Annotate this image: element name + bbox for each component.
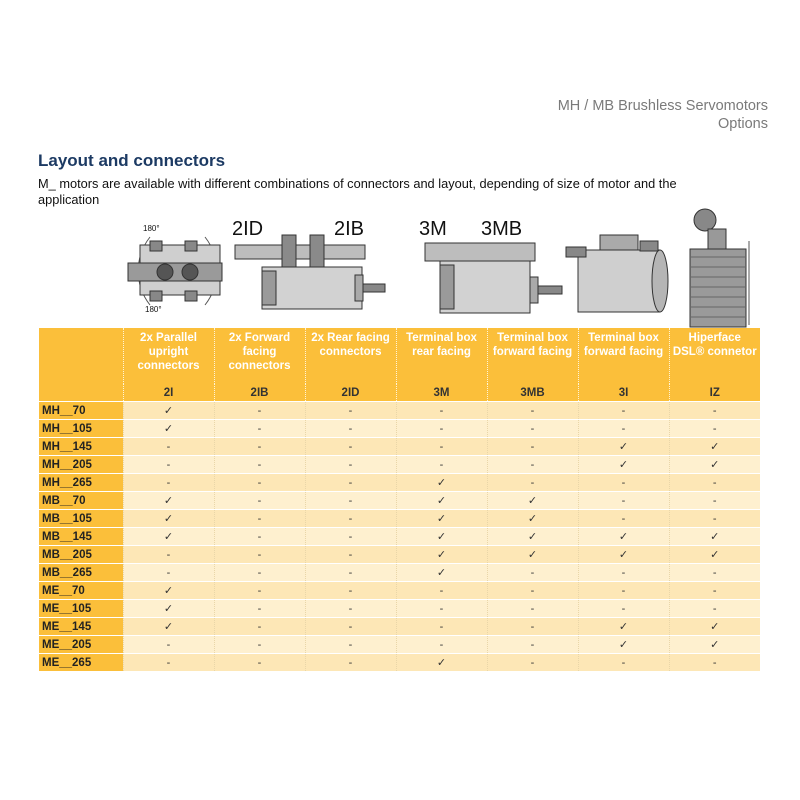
option-cell: - <box>305 528 396 546</box>
model-cell: MH__205 <box>39 456 123 474</box>
section-intro: M_ motors are available with different combinations of connectors and layout, depending of size of motor and the application <box>38 176 677 207</box>
col-code-2i: 2I <box>123 384 214 402</box>
model-cell: MB__205 <box>39 546 123 564</box>
label-2ib: 2IB <box>334 218 365 240</box>
option-cell: - <box>214 600 305 618</box>
option-cell: - <box>214 438 305 456</box>
option-cell: - <box>214 618 305 636</box>
option-cell: - <box>396 636 487 654</box>
table-row <box>39 474 760 492</box>
option-cell: - <box>214 546 305 564</box>
motor-drawings <box>0 205 800 330</box>
model-cell: MH__265 <box>39 474 123 492</box>
option-cell: ✓ <box>396 564 487 582</box>
option-cell: ✓ <box>123 600 214 618</box>
option-cell: - <box>123 636 214 654</box>
option-cell: - <box>396 618 487 636</box>
option-cell: - <box>487 402 578 420</box>
option-cell: - <box>487 420 578 438</box>
option-cell: ✓ <box>123 528 214 546</box>
option-cell: - <box>123 438 214 456</box>
option-cell: ✓ <box>396 546 487 564</box>
table-row <box>39 618 760 636</box>
option-cell: - <box>305 654 396 672</box>
option-cell: ✓ <box>487 510 578 528</box>
motor-illustrations <box>0 205 800 330</box>
option-cell: ✓ <box>578 438 669 456</box>
col-title-2ib: 2x Forward facing connectors <box>214 328 305 384</box>
model-cell: ME__265 <box>39 654 123 672</box>
table-row <box>39 636 760 654</box>
option-cell: - <box>305 474 396 492</box>
option-cell: ✓ <box>123 510 214 528</box>
option-cell: ✓ <box>123 420 214 438</box>
option-cell: ✓ <box>669 528 760 546</box>
option-cell: - <box>214 582 305 600</box>
option-cell: - <box>214 510 305 528</box>
option-cell: - <box>396 600 487 618</box>
option-cell: - <box>578 564 669 582</box>
table-row <box>39 582 760 600</box>
option-cell: ✓ <box>669 546 760 564</box>
angle-label-top: 180° <box>143 224 160 233</box>
model-cell: ME__205 <box>39 636 123 654</box>
table-row <box>39 438 760 456</box>
option-cell: - <box>487 654 578 672</box>
option-cell: - <box>578 402 669 420</box>
col-code-3m: 3M <box>396 384 487 402</box>
option-cell: - <box>123 564 214 582</box>
table-row <box>39 420 760 438</box>
motor-2i-drawing <box>128 237 222 305</box>
option-cell: ✓ <box>396 492 487 510</box>
label-2id: 2ID <box>232 218 264 240</box>
motor-3i-drawing <box>566 235 668 312</box>
option-cell: - <box>396 438 487 456</box>
option-cell: ✓ <box>578 618 669 636</box>
option-cell: - <box>396 402 487 420</box>
table-row <box>39 600 760 618</box>
option-cell: - <box>487 618 578 636</box>
option-cell: - <box>396 582 487 600</box>
option-cell: - <box>669 582 760 600</box>
table-row <box>39 564 760 582</box>
label-3m: 3M <box>419 218 447 240</box>
table-row <box>39 510 760 528</box>
option-cell: - <box>214 528 305 546</box>
option-cell: ✓ <box>669 438 760 456</box>
option-cell: - <box>123 546 214 564</box>
label-3mb: 3MB <box>481 218 523 240</box>
option-cell: ✓ <box>669 456 760 474</box>
option-cell: - <box>123 654 214 672</box>
option-cell: - <box>578 510 669 528</box>
option-cell: ✓ <box>396 474 487 492</box>
model-cell: MB__70 <box>39 492 123 510</box>
option-cell: - <box>669 564 760 582</box>
col-code-iz: IZ <box>669 384 760 402</box>
header-subtitle: Options <box>718 116 768 132</box>
model-cell: MB__265 <box>39 564 123 582</box>
motor-iz-drawing <box>690 209 749 327</box>
option-cell: - <box>578 582 669 600</box>
model-cell: MH__70 <box>39 402 123 420</box>
option-cell: - <box>305 618 396 636</box>
option-cell: ✓ <box>578 636 669 654</box>
option-cell: ✓ <box>487 528 578 546</box>
option-cell: - <box>305 492 396 510</box>
option-cell: - <box>305 564 396 582</box>
option-cell: - <box>305 438 396 456</box>
document-header <box>558 97 768 133</box>
option-cell: - <box>214 474 305 492</box>
option-cell: - <box>305 546 396 564</box>
option-cell: - <box>487 438 578 456</box>
model-cell: MB__145 <box>39 528 123 546</box>
options-table <box>39 328 760 671</box>
option-cell: - <box>214 456 305 474</box>
option-cell: ✓ <box>487 546 578 564</box>
option-cell: - <box>123 474 214 492</box>
col-title-3mb: Terminal box forward facing <box>487 328 578 384</box>
section-title: Layout and connectors <box>38 151 226 170</box>
table-body <box>39 402 760 672</box>
option-cell: ✓ <box>578 528 669 546</box>
option-cell: - <box>578 654 669 672</box>
col-code-2id: 2ID <box>305 384 396 402</box>
motor-3m-3mb-drawing <box>425 243 562 313</box>
table-row <box>39 456 760 474</box>
option-cell: - <box>305 510 396 528</box>
table-row <box>39 402 760 420</box>
model-cell: ME__70 <box>39 582 123 600</box>
col-code-3i: 3I <box>578 384 669 402</box>
option-cell: ✓ <box>578 546 669 564</box>
option-cell: - <box>396 420 487 438</box>
option-cell: - <box>578 474 669 492</box>
option-cell: ✓ <box>396 654 487 672</box>
option-cell: - <box>305 582 396 600</box>
option-cell: - <box>669 654 760 672</box>
motor-2id-2ib-drawing <box>235 235 385 309</box>
option-cell: - <box>305 402 396 420</box>
option-cell: ✓ <box>396 528 487 546</box>
option-cell: ✓ <box>396 510 487 528</box>
col-title-2i: 2x Parallel upright connectors <box>123 328 214 384</box>
option-cell: - <box>214 420 305 438</box>
option-cell: - <box>487 474 578 492</box>
table-header-row <box>39 328 760 384</box>
option-cell: - <box>578 420 669 438</box>
model-cell: MH__105 <box>39 420 123 438</box>
option-cell: ✓ <box>123 618 214 636</box>
option-cell: ✓ <box>123 492 214 510</box>
option-cell: - <box>669 600 760 618</box>
option-cell: ✓ <box>669 618 760 636</box>
option-cell: - <box>578 492 669 510</box>
option-cell: - <box>669 492 760 510</box>
header-title: MH / MB Brushless Servomotors <box>557 98 768 114</box>
option-cell: - <box>214 402 305 420</box>
option-cell: - <box>487 636 578 654</box>
option-cell: - <box>487 582 578 600</box>
table-row <box>39 528 760 546</box>
option-cell: ✓ <box>123 402 214 420</box>
table-code-row <box>39 384 760 402</box>
corner-cell <box>39 328 123 384</box>
option-cell: ✓ <box>123 582 214 600</box>
option-cell: - <box>305 600 396 618</box>
option-cell: ✓ <box>487 492 578 510</box>
option-cell: - <box>578 600 669 618</box>
option-cell: - <box>487 600 578 618</box>
option-cell: - <box>487 456 578 474</box>
option-cell: - <box>487 564 578 582</box>
option-cell: - <box>214 636 305 654</box>
option-cell: - <box>305 636 396 654</box>
option-cell: ✓ <box>578 456 669 474</box>
option-cell: - <box>669 510 760 528</box>
option-cell: - <box>669 402 760 420</box>
option-cell: - <box>669 474 760 492</box>
model-cell: ME__145 <box>39 618 123 636</box>
model-cell: MB__105 <box>39 510 123 528</box>
col-title-2id: 2x Rear facing connectors <box>305 328 396 384</box>
model-cell: ME__105 <box>39 600 123 618</box>
col-title-iz: Hiperface DSL® connetor <box>669 328 760 384</box>
option-cell: - <box>214 492 305 510</box>
col-code-2ib: 2IB <box>214 384 305 402</box>
table-row <box>39 546 760 564</box>
option-cell: - <box>123 456 214 474</box>
option-cell: - <box>396 456 487 474</box>
table-row <box>39 654 760 672</box>
angle-label-bottom: 180° <box>145 305 162 314</box>
col-title-3i: Terminal box forward facing <box>578 328 669 384</box>
option-cell: - <box>669 420 760 438</box>
table-row <box>39 492 760 510</box>
option-cell: - <box>305 456 396 474</box>
option-cell: ✓ <box>669 636 760 654</box>
col-code-3mb: 3MB <box>487 384 578 402</box>
option-cell: - <box>214 564 305 582</box>
corner-cell-code <box>39 384 123 402</box>
option-cell: - <box>305 420 396 438</box>
option-cell: - <box>214 654 305 672</box>
model-cell: MH__145 <box>39 438 123 456</box>
col-title-3m: Terminal box rear facing <box>396 328 487 384</box>
